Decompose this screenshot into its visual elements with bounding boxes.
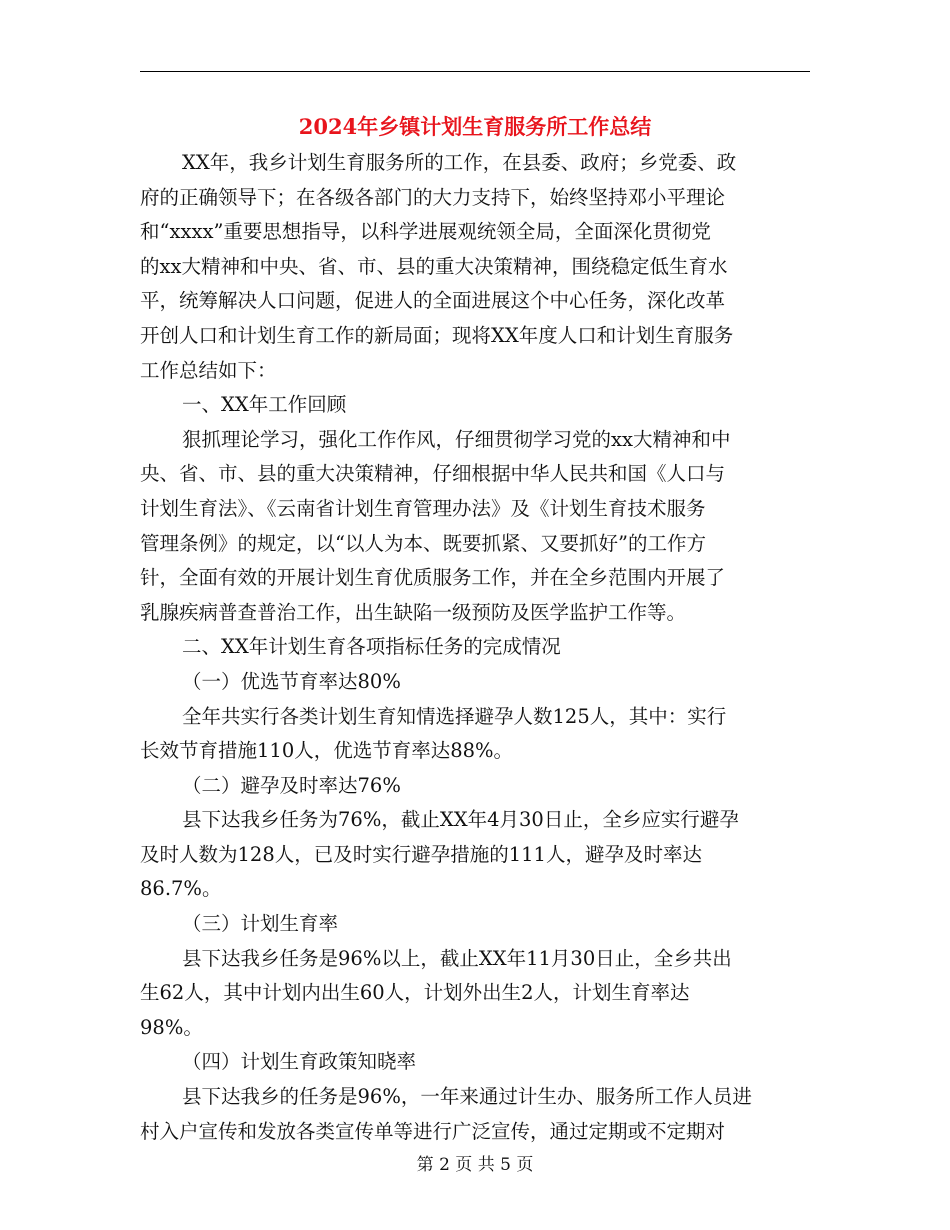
document-body — [140, 146, 812, 1149]
text-line: 86.7%。 — [140, 877, 222, 901]
text-line: 工作总结如下： — [140, 358, 277, 382]
text-line: 乳腺疾病普查普治工作，出生缺陷一级预防及医学监护工作等。 — [140, 600, 687, 624]
text-line: 开创人口和计划生育工作的新局面；现将XX年度人口和计划生育服务 — [140, 323, 734, 347]
text-line: XX年，我乡计划生育服务所的工作，在县委、政府；乡党委、政 — [182, 151, 737, 174]
page-number: 第 2 页 共 5 页 — [416, 1155, 534, 1175]
text-line: 计划生育法》、《云南省计划生育管理办法》及《计划生育技术服务 — [140, 496, 706, 520]
text-line: 及时人数为128人，已及时实行避孕措施的111人，避孕及时率达 — [140, 842, 702, 866]
header-rule — [140, 71, 810, 72]
text-line: 98%。 — [140, 1015, 203, 1039]
text-line: （三）计划生育率 — [182, 912, 339, 936]
text-line: 平，统筹解决人口问题，促进人的全面进展这个中心任务，深化改革 — [140, 289, 726, 313]
text-line: 狠抓理论学习，强化工作作风，仔细贯彻学习党的xx大精神和中 — [182, 427, 731, 451]
text-line: 的xx大精神和中央、省、市、县的重大决策精神，围绕稳定低生育水 — [140, 254, 728, 278]
text-line: 长效节育措施110人，优选节育率达88%。 — [140, 739, 514, 763]
text-line: 生62人，其中计划内出生60人，计划外出生2人，计划生育率达 — [140, 981, 690, 1005]
text-line: 央、省、市、县的重大决策精神，仔细根据中华人民共和国《人口与 — [140, 462, 726, 486]
text-line: 二、XX年计划生育各项指标任务的完成情况 — [182, 635, 561, 659]
document-title: 2024年乡镇计划生育服务所工作总结 — [298, 114, 652, 139]
text-line: 村入户宣传和发放各类宣传单等进行广泛宣传，通过定期或不定期对 — [140, 1119, 726, 1143]
text-line: 府的正确领导下；在各级各部门的大力支持下，始终坚持邓小平理论 — [140, 185, 726, 209]
text-line: 全年共实行各类计划生育知情选择避孕人数125人，其中：实行 — [182, 704, 727, 728]
text-line: 针，全面有效的开展计划生育优质服务工作，并在全乡范围内开展了 — [140, 566, 726, 590]
text-line: 一、XX年工作回顾 — [182, 393, 347, 417]
text-line: （二）避孕及时率达76% — [182, 773, 401, 797]
text-line: 县下达我乡任务是96%以上，截止XX年11月30日止，全乡共出 — [182, 946, 732, 970]
text-line: 县下达我乡任务为76%，截止XX年4月30日止，全乡应实行避孕 — [182, 808, 739, 832]
text-line: （四）计划生育政策知晓率 — [182, 1050, 417, 1074]
text-line: （一）优选节育率达80% — [182, 669, 401, 693]
text-line: 县下达我乡的任务是96%，一年来通过计生办、服务所工作人员进 — [182, 1085, 752, 1109]
text-line: 和“xxxx”重要思想指导，以科学进展观统领全局，全面深化贯彻党 — [140, 220, 711, 244]
text-line: 管理条例》的规定，以“以人为本、既要抓紧、又要抓好”的工作方 — [140, 531, 706, 555]
